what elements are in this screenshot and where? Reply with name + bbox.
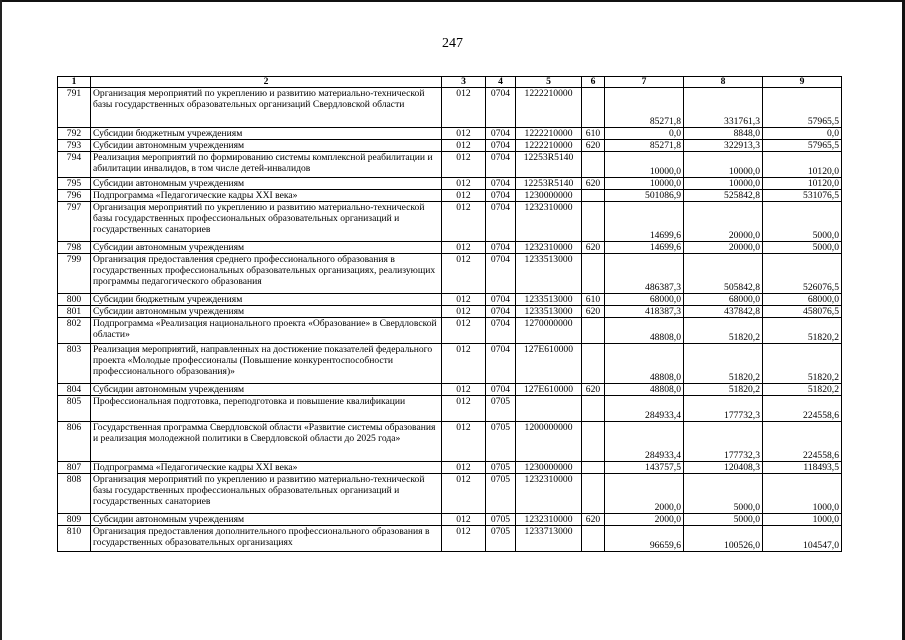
amount-col8-cell: 525842,8 bbox=[684, 190, 763, 202]
table-row bbox=[58, 202, 842, 242]
department-code-cell: 012 bbox=[442, 178, 486, 190]
amount-col8-cell: 8848,0 bbox=[684, 128, 763, 140]
department-code-cell: 012 bbox=[442, 318, 486, 344]
target-article-code-cell: 1270000000 bbox=[516, 318, 582, 344]
item-name-cell: Государственная программа Свердловской области «Развитие системы образования и реализация молодежной политики в Свердловской области до 2025 года» bbox=[91, 422, 442, 462]
amount-col9-cell: 1000,0 bbox=[763, 514, 842, 526]
target-article-code-cell: 127E610000 bbox=[516, 384, 582, 396]
section-code-cell: 0704 bbox=[486, 140, 516, 152]
amount-col8-cell: 68000,0 bbox=[684, 294, 763, 306]
row-number-cell: 801 bbox=[58, 306, 91, 318]
row-number-cell: 799 bbox=[58, 254, 91, 294]
amount-col8-cell: 51820,2 bbox=[684, 384, 763, 396]
expense-type-code-cell bbox=[582, 474, 605, 514]
department-code-cell: 012 bbox=[442, 254, 486, 294]
section-code-cell: 0704 bbox=[486, 88, 516, 128]
column-header: 7 bbox=[605, 77, 684, 88]
amount-col9-cell: 531076,5 bbox=[763, 190, 842, 202]
section-code-cell: 0704 bbox=[486, 128, 516, 140]
row-number-cell: 797 bbox=[58, 202, 91, 242]
amount-col9-cell: 10120,0 bbox=[763, 178, 842, 190]
department-code-cell: 012 bbox=[442, 152, 486, 178]
column-header: 8 bbox=[684, 77, 763, 88]
row-number-cell: 800 bbox=[58, 294, 91, 306]
department-code-cell: 012 bbox=[442, 344, 486, 384]
section-code-cell: 0704 bbox=[486, 152, 516, 178]
table-row bbox=[58, 128, 842, 140]
amount-col7-cell: 85271,8 bbox=[605, 140, 684, 152]
table-row bbox=[58, 474, 842, 514]
department-code-cell: 012 bbox=[442, 306, 486, 318]
target-article-code-cell: 1232310000 bbox=[516, 514, 582, 526]
table-row bbox=[58, 526, 842, 552]
column-header: 3 bbox=[442, 77, 486, 88]
column-header: 4 bbox=[486, 77, 516, 88]
expense-type-code-cell: 620 bbox=[582, 178, 605, 190]
amount-col7-cell: 14699,6 bbox=[605, 242, 684, 254]
department-code-cell: 012 bbox=[442, 294, 486, 306]
target-article-code-cell: 1233713000 bbox=[516, 526, 582, 552]
item-name-cell: Профессиональная подготовка, переподготовка и повышение квалификации bbox=[91, 396, 442, 422]
target-article-code-cell: 1232310000 bbox=[516, 242, 582, 254]
amount-col7-cell: 14699,6 bbox=[605, 202, 684, 242]
row-number-cell: 806 bbox=[58, 422, 91, 462]
amount-col7-cell: 85271,8 bbox=[605, 88, 684, 128]
item-name-cell: Организация мероприятий по укреплению и развитию материально-технической базы государственных образовательных организаций Свердловской области bbox=[91, 88, 442, 128]
scan-edge-left bbox=[0, 0, 2, 640]
amount-col9-cell: 1000,0 bbox=[763, 474, 842, 514]
amount-col7-cell: 143757,5 bbox=[605, 462, 684, 474]
amount-col8-cell: 437842,8 bbox=[684, 306, 763, 318]
item-name-cell: Субсидии автономным учреждениям bbox=[91, 242, 442, 254]
department-code-cell: 012 bbox=[442, 474, 486, 514]
section-code-cell: 0704 bbox=[486, 242, 516, 254]
amount-col7-cell: 0,0 bbox=[605, 128, 684, 140]
row-number-cell: 808 bbox=[58, 474, 91, 514]
row-number-cell: 805 bbox=[58, 396, 91, 422]
amount-col7-cell: 486387,3 bbox=[605, 254, 684, 294]
amount-col9-cell: 51820,2 bbox=[763, 344, 842, 384]
amount-col9-cell: 224558,6 bbox=[763, 396, 842, 422]
target-article-code-cell: 1232310000 bbox=[516, 202, 582, 242]
row-number-cell: 802 bbox=[58, 318, 91, 344]
section-code-cell: 0705 bbox=[486, 396, 516, 422]
item-name-cell: Организация мероприятий по укреплению и развитию материально-технической базы государственных профессиональных образовательных организаций и государственных санаториев bbox=[91, 202, 442, 242]
table-row bbox=[58, 422, 842, 462]
item-name-cell: Организация мероприятий по укреплению и развитию материально-технической базы государственных профессиональных образовательных организаций и государственных санаториев bbox=[91, 474, 442, 514]
table-row bbox=[58, 384, 842, 396]
amount-col7-cell: 2000,0 bbox=[605, 474, 684, 514]
amount-col9-cell: 224558,6 bbox=[763, 422, 842, 462]
expense-type-code-cell bbox=[582, 318, 605, 344]
department-code-cell: 012 bbox=[442, 202, 486, 242]
column-header: 6 bbox=[582, 77, 605, 88]
amount-col7-cell: 2000,0 bbox=[605, 514, 684, 526]
expense-type-code-cell: 620 bbox=[582, 306, 605, 318]
amount-col7-cell: 68000,0 bbox=[605, 294, 684, 306]
table-row bbox=[58, 88, 842, 128]
amount-col8-cell: 10000,0 bbox=[684, 152, 763, 178]
table-row bbox=[58, 462, 842, 474]
amount-col8-cell: 10000,0 bbox=[684, 178, 763, 190]
target-article-code-cell: 1230000000 bbox=[516, 462, 582, 474]
section-code-cell: 0705 bbox=[486, 526, 516, 552]
section-code-cell: 0705 bbox=[486, 462, 516, 474]
amount-col8-cell: 177732,3 bbox=[684, 422, 763, 462]
table-row bbox=[58, 254, 842, 294]
amount-col8-cell: 331761,3 bbox=[684, 88, 763, 128]
expense-type-code-cell: 620 bbox=[582, 242, 605, 254]
amount-col9-cell: 526076,5 bbox=[763, 254, 842, 294]
row-number-cell: 804 bbox=[58, 384, 91, 396]
target-article-code-cell: 12253R5140 bbox=[516, 178, 582, 190]
amount-col7-cell: 284933,4 bbox=[605, 396, 684, 422]
row-number-cell: 793 bbox=[58, 140, 91, 152]
amount-col9-cell: 458076,5 bbox=[763, 306, 842, 318]
target-article-code-cell: 1222210000 bbox=[516, 128, 582, 140]
section-code-cell: 0704 bbox=[486, 178, 516, 190]
expense-type-code-cell bbox=[582, 88, 605, 128]
amount-col9-cell: 51820,2 bbox=[763, 318, 842, 344]
target-article-code-cell: 1222210000 bbox=[516, 88, 582, 128]
item-name-cell: Подпрограмма «Реализация национального проекта «Образование» в Свердловской области» bbox=[91, 318, 442, 344]
section-code-cell: 0705 bbox=[486, 422, 516, 462]
amount-col8-cell: 100526,0 bbox=[684, 526, 763, 552]
amount-col9-cell: 0,0 bbox=[763, 128, 842, 140]
expense-type-code-cell bbox=[582, 396, 605, 422]
amount-col9-cell: 5000,0 bbox=[763, 202, 842, 242]
row-number-cell: 796 bbox=[58, 190, 91, 202]
table-row bbox=[58, 306, 842, 318]
section-code-cell: 0704 bbox=[486, 318, 516, 344]
column-header: 9 bbox=[763, 77, 842, 88]
item-name-cell: Организация предоставления среднего профессионального образования в государственных профессиональных образовательных организациях, реализующих программы педагогического образования bbox=[91, 254, 442, 294]
section-code-cell: 0704 bbox=[486, 384, 516, 396]
section-code-cell: 0705 bbox=[486, 474, 516, 514]
amount-col7-cell: 10000,0 bbox=[605, 152, 684, 178]
item-name-cell: Субсидии автономным учреждениям bbox=[91, 514, 442, 526]
department-code-cell: 012 bbox=[442, 422, 486, 462]
item-name-cell: Реализация мероприятий по формированию системы комплексной реабилитации и абилитации инвалидов, в том числе детей-инвалидов bbox=[91, 152, 442, 178]
amount-col9-cell: 10120,0 bbox=[763, 152, 842, 178]
budget-table bbox=[57, 76, 842, 552]
expense-type-code-cell bbox=[582, 190, 605, 202]
table-row bbox=[58, 178, 842, 190]
target-article-code-cell: 127E610000 bbox=[516, 344, 582, 384]
item-name-cell: Подпрограмма «Педагогические кадры XXI века» bbox=[91, 462, 442, 474]
column-header: 2 bbox=[91, 77, 442, 88]
target-article-code-cell: 1222210000 bbox=[516, 140, 582, 152]
row-number-cell: 807 bbox=[58, 462, 91, 474]
column-header: 1 bbox=[58, 77, 91, 88]
amount-col9-cell: 57965,5 bbox=[763, 140, 842, 152]
table-row bbox=[58, 318, 842, 344]
amount-col9-cell: 104547,0 bbox=[763, 526, 842, 552]
amount-col8-cell: 505842,8 bbox=[684, 254, 763, 294]
section-code-cell: 0704 bbox=[486, 344, 516, 384]
department-code-cell: 012 bbox=[442, 462, 486, 474]
amount-col8-cell: 20000,0 bbox=[684, 242, 763, 254]
row-number-cell: 795 bbox=[58, 178, 91, 190]
table-row bbox=[58, 140, 842, 152]
target-article-code-cell: 1233513000 bbox=[516, 306, 582, 318]
item-name-cell: Подпрограмма «Педагогические кадры XXI века» bbox=[91, 190, 442, 202]
row-number-cell: 791 bbox=[58, 88, 91, 128]
expense-type-code-cell: 610 bbox=[582, 128, 605, 140]
amount-col7-cell: 501086,9 bbox=[605, 190, 684, 202]
expense-type-code-cell bbox=[582, 462, 605, 474]
table-row bbox=[58, 152, 842, 178]
item-name-cell: Субсидии автономным учреждениям bbox=[91, 140, 442, 152]
item-name-cell: Субсидии автономным учреждениям bbox=[91, 306, 442, 318]
department-code-cell: 012 bbox=[442, 514, 486, 526]
expense-type-code-cell bbox=[582, 526, 605, 552]
amount-col8-cell: 5000,0 bbox=[684, 514, 763, 526]
amount-col9-cell: 5000,0 bbox=[763, 242, 842, 254]
section-code-cell: 0704 bbox=[486, 306, 516, 318]
target-article-code-cell bbox=[516, 396, 582, 422]
column-header: 5 bbox=[516, 77, 582, 88]
department-code-cell: 012 bbox=[442, 384, 486, 396]
expense-type-code-cell: 620 bbox=[582, 514, 605, 526]
expense-type-code-cell bbox=[582, 344, 605, 384]
page-number: 247 bbox=[442, 36, 463, 51]
row-number-cell: 794 bbox=[58, 152, 91, 178]
target-article-code-cell: 12253R5140 bbox=[516, 152, 582, 178]
section-code-cell: 0704 bbox=[486, 202, 516, 242]
amount-col9-cell: 51820,2 bbox=[763, 384, 842, 396]
section-code-cell: 0705 bbox=[486, 514, 516, 526]
row-number-cell: 798 bbox=[58, 242, 91, 254]
amount-col9-cell: 68000,0 bbox=[763, 294, 842, 306]
amount-col7-cell: 48808,0 bbox=[605, 318, 684, 344]
expense-type-code-cell: 610 bbox=[582, 294, 605, 306]
department-code-cell: 012 bbox=[442, 140, 486, 152]
table-row bbox=[58, 396, 842, 422]
amount-col8-cell: 5000,0 bbox=[684, 474, 763, 514]
table-row bbox=[58, 294, 842, 306]
expense-type-code-cell bbox=[582, 202, 605, 242]
amount-col7-cell: 10000,0 bbox=[605, 178, 684, 190]
item-name-cell: Субсидии бюджетным учреждениям bbox=[91, 294, 442, 306]
item-name-cell: Субсидии бюджетным учреждениям bbox=[91, 128, 442, 140]
target-article-code-cell: 1230000000 bbox=[516, 190, 582, 202]
table-row bbox=[58, 190, 842, 202]
department-code-cell: 012 bbox=[442, 396, 486, 422]
item-name-cell: Субсидии автономным учреждениям bbox=[91, 384, 442, 396]
scan-edge-top bbox=[0, 0, 905, 2]
section-code-cell: 0704 bbox=[486, 254, 516, 294]
expense-type-code-cell bbox=[582, 254, 605, 294]
amount-col8-cell: 20000,0 bbox=[684, 202, 763, 242]
row-number-cell: 803 bbox=[58, 344, 91, 384]
header-row bbox=[58, 77, 842, 88]
expense-type-code-cell bbox=[582, 422, 605, 462]
row-number-cell: 809 bbox=[58, 514, 91, 526]
amount-col8-cell: 51820,2 bbox=[684, 344, 763, 384]
amount-col7-cell: 48808,0 bbox=[605, 344, 684, 384]
item-name-cell: Организация предоставления дополнительного профессионального образования в государственных образовательных организациях bbox=[91, 526, 442, 552]
department-code-cell: 012 bbox=[442, 242, 486, 254]
table-row bbox=[58, 344, 842, 384]
amount-col8-cell: 322913,3 bbox=[684, 140, 763, 152]
table-row bbox=[58, 514, 842, 526]
department-code-cell: 012 bbox=[442, 128, 486, 140]
table-row bbox=[58, 242, 842, 254]
expense-type-code-cell: 620 bbox=[582, 384, 605, 396]
target-article-code-cell: 1200000000 bbox=[516, 422, 582, 462]
target-article-code-cell: 1233513000 bbox=[516, 294, 582, 306]
department-code-cell: 012 bbox=[442, 526, 486, 552]
amount-col9-cell: 118493,5 bbox=[763, 462, 842, 474]
section-code-cell: 0704 bbox=[486, 294, 516, 306]
row-number-cell: 792 bbox=[58, 128, 91, 140]
amount-col9-cell: 57965,5 bbox=[763, 88, 842, 128]
department-code-cell: 012 bbox=[442, 190, 486, 202]
item-name-cell: Субсидии автономным учреждениям bbox=[91, 178, 442, 190]
department-code-cell: 012 bbox=[442, 88, 486, 128]
amount-col8-cell: 177732,3 bbox=[684, 396, 763, 422]
item-name-cell: Реализация мероприятий, направленных на достижение показателей федерального проекта «Молодые профессионалы (Повышение конкурентоспособности профессионального образования)» bbox=[91, 344, 442, 384]
row-number-cell: 810 bbox=[58, 526, 91, 552]
amount-col7-cell: 284933,4 bbox=[605, 422, 684, 462]
amount-col7-cell: 418387,3 bbox=[605, 306, 684, 318]
amount-col8-cell: 120408,3 bbox=[684, 462, 763, 474]
amount-col7-cell: 96659,6 bbox=[605, 526, 684, 552]
section-code-cell: 0704 bbox=[486, 190, 516, 202]
target-article-code-cell: 1233513000 bbox=[516, 254, 582, 294]
target-article-code-cell: 1232310000 bbox=[516, 474, 582, 514]
amount-col8-cell: 51820,2 bbox=[684, 318, 763, 344]
amount-col7-cell: 48808,0 bbox=[605, 384, 684, 396]
expense-type-code-cell bbox=[582, 152, 605, 178]
expense-type-code-cell: 620 bbox=[582, 140, 605, 152]
